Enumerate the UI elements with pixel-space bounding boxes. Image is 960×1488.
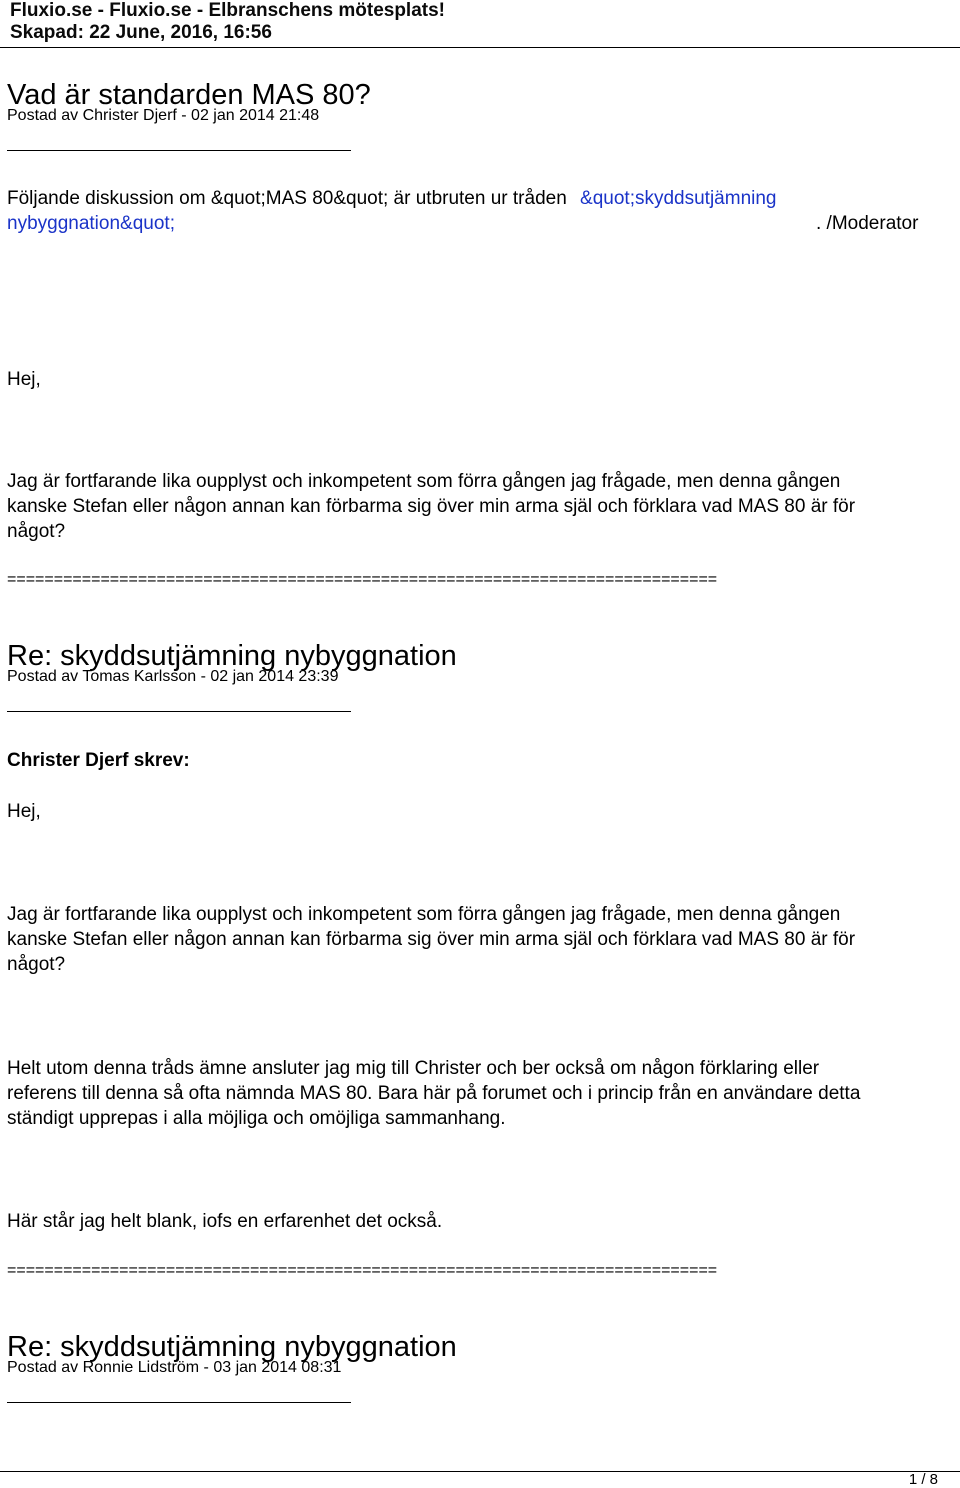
body-line: kanske Stefan eller någon annan kan förbarma sig över min arma själ och förklara vad MAS 80 är för bbox=[7, 496, 856, 517]
header-rule bbox=[0, 47, 960, 48]
post-separator bbox=[7, 711, 351, 712]
intro-text: Följande diskussion om &quot;MAS 80&quot; är utbruten ur tråden bbox=[7, 188, 573, 209]
post-title: Vad är standarden MAS 80? bbox=[7, 79, 371, 111]
quote-line: något? bbox=[7, 954, 66, 975]
quote-line: Jag är fortfarande lika oupplyst och inkompetent som förra gången jag frågade, men denna gången bbox=[7, 904, 841, 925]
body-line: referens till denna så ofta nämnda MAS 80. Bara här på forumet och i princip från en användare detta bbox=[7, 1083, 861, 1104]
quote-author: Christer Djerf skrev: bbox=[7, 750, 190, 771]
body-line: något? bbox=[7, 521, 66, 542]
body-line: ständigt upprepas i alla möjliga och omöjliga sammanhang. bbox=[7, 1108, 506, 1129]
post-separator bbox=[7, 1402, 351, 1403]
page-number: 1 / 8 bbox=[908, 1471, 938, 1488]
post-divider: ============================================================================ bbox=[7, 1262, 718, 1279]
post-title: Re: skyddsutjämning nybyggnation bbox=[7, 1331, 457, 1363]
body-line: Helt utom denna tråds ämne ansluter jag mig till Christer och ber också om någon förklaring eller bbox=[7, 1058, 820, 1079]
greeting: Hej, bbox=[7, 369, 41, 390]
quote-line: kanske Stefan eller någon annan kan förbarma sig över min arma själ och förklara vad MAS 80 är för bbox=[7, 929, 856, 950]
created-date: Skapad: 22 June, 2016, 16:56 bbox=[10, 22, 272, 43]
thread-link-cont[interactable]: nybyggnation&quot; bbox=[7, 213, 175, 234]
thread-link[interactable]: &quot;skyddsutjämning bbox=[580, 188, 777, 209]
site-title: Fluxio.se - Fluxio.se - Elbranschens mötesplats! bbox=[10, 0, 445, 21]
post-meta: Postad av Christer Djerf - 02 jan 2014 21:48 bbox=[7, 107, 320, 124]
quote-greeting: Hej, bbox=[7, 801, 41, 822]
moderator-note: . /Moderator bbox=[816, 213, 919, 234]
intro-line-1 bbox=[7, 186, 777, 211]
post-meta: Postad av Ronnie Lidström - 03 jan 2014 08:31 bbox=[7, 1359, 342, 1376]
post-meta: Postad av Tomas Karlsson - 02 jan 2014 23:39 bbox=[7, 668, 339, 685]
post-divider: ============================================================================ bbox=[7, 571, 718, 588]
footer-rule bbox=[0, 1471, 960, 1472]
post-title: Re: skyddsutjämning nybyggnation bbox=[7, 640, 457, 672]
post-separator bbox=[7, 150, 351, 151]
body-line: Jag är fortfarande lika oupplyst och inkompetent som förra gången jag frågade, men denna gången bbox=[7, 471, 841, 492]
body-line: Här står jag helt blank, iofs en erfarenhet det också. bbox=[7, 1211, 443, 1232]
